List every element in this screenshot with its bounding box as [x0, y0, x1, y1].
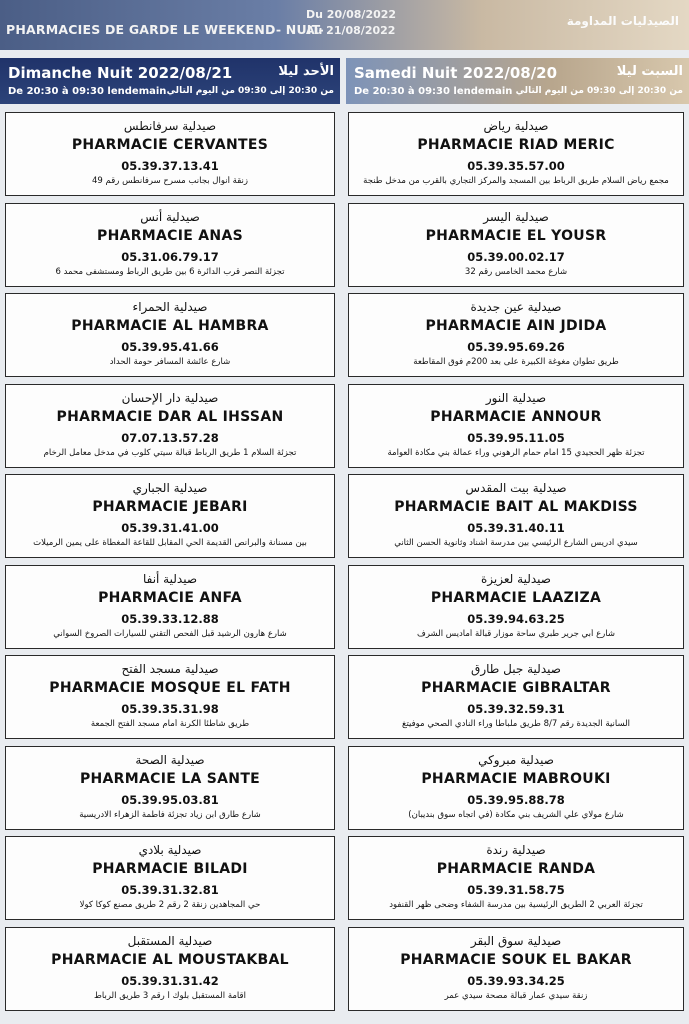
pharmacy-phone: 05.39.00.02.17: [467, 249, 565, 264]
column-header-saturday: [346, 58, 689, 104]
column-hours: De 20:30 à 09:30 lendemain: [8, 86, 167, 97]
pharmacy-name-arabic: صيدلية دار الإحسان: [121, 390, 219, 405]
pharmacy-address: حي المجاهدين زنقة 2 رقم 2 طريق مصنع كوكا كولا: [79, 900, 261, 910]
pharmacy-address: اقامة المستقبل بلوك أ رقم 3 طريق الرباط: [94, 990, 246, 1001]
pharmacy-phone: 05.39.95.03.81: [121, 792, 219, 807]
pharmacy-address: سيدي ادريس الشارع الرئيسي بين مدرسة أشناد وثانوية الحسن الثاني: [394, 538, 638, 548]
pharmacy-name: PHARMACIE MOSQUE EL FATH: [49, 680, 291, 696]
pharmacy-name-arabic: صيدلية الحمراء: [132, 300, 208, 314]
pharmacy-address: شارع مولاي علي الشريف بني مكادة (في اتجاه سوق بنديبان): [408, 809, 624, 820]
pharmacy-name: PHARMACIE RIAD MERIC: [417, 137, 615, 153]
pharmacy-name-arabic: صيدلية النور: [485, 390, 547, 405]
pharmacy-address: تجزئة النصر قرب الدائرة 6 بين طريق الرباط ومستشفى محمد 6: [55, 266, 285, 277]
pharmacy-name-arabic: صيدلية بيت المقدس: [465, 481, 567, 495]
pharmacy-name: PHARMACIE BAIT AL MAKDISS: [394, 499, 638, 515]
pharmacy-phone: 05.39.31.58.75: [467, 883, 565, 897]
pharmacy-name: PHARMACIE MABROUKI: [421, 770, 611, 787]
pharmacy-phone: 05.39.31.41.00: [121, 521, 219, 535]
pharmacy-name: PHARMACIE EL YOUSR: [425, 227, 607, 244]
pharmacy-address: تجزئة السلام 1 طريق الرباط قبالة سيتي كلوب في مدخل معامل الرخام: [43, 447, 297, 458]
pharmacy-name: PHARMACIE LAAZIZA: [430, 589, 602, 606]
column-hours-arabic: من 20:30 إلى 09:30 من اليوم التالي: [515, 86, 683, 96]
pharmacy-address: شارع طارق ابن زياد تجزئة فاطمة الزهراء الادريسية: [79, 809, 261, 820]
page-header: [0, 0, 689, 50]
pharmacy-card: [5, 746, 335, 830]
pharmacy-name-arabic: صيدلية مسجد الفتح: [121, 662, 219, 676]
pharmacy-phone: 07.07.13.57.28: [121, 430, 219, 445]
pharmacy-card: [5, 384, 335, 468]
pharmacy-name-arabic: صيدلية اليسر: [483, 209, 549, 224]
pharmacy-phone: 05.39.32.59.31: [467, 702, 565, 716]
pharmacy-phone: 05.39.35.57.00: [467, 159, 565, 173]
pharmacy-name: PHARMACIE BILADI: [92, 861, 248, 877]
pharmacy-name: PHARMACIE AIN JDIDA: [425, 318, 607, 334]
header-date-from: Du 20/08/2022: [306, 8, 397, 21]
pharmacy-address: طريق تطوان مغوغة الكبيرة على بعد 200م فوق المقاطعة: [413, 357, 619, 367]
pharmacy-phone: 05.31.06.79.17: [121, 249, 219, 264]
pharmacy-address: بين مسنانة والبرانص القديمة الحي المقابل للقاعة المغطاة على يمين الرميلات: [33, 538, 307, 548]
pharmacy-address: السانية الجديدة رقم 8/7 طريق ملباطا وراء النادي الصحي موفيتغ: [401, 719, 631, 729]
pharmacy-name: PHARMACIE DAR AL IHSSAN: [56, 408, 284, 425]
pharmacy-address: زنقة أنوال بجانب مسرح سرفانطس رقم 49: [92, 176, 248, 186]
pharmacy-name-arabic: صيدلية الصحة: [135, 752, 205, 767]
pharmacy-name-arabic: صيدلية أنفا: [142, 571, 198, 586]
pharmacy-phone: 05.39.95.11.05: [467, 430, 565, 445]
column-title-arabic: السبت ليلا: [616, 64, 683, 79]
pharmacy-name-arabic: صيدلية الجباري: [132, 481, 208, 495]
pharmacy-card: [348, 474, 684, 558]
column-title: Dimanche Nuit 2022/08/21: [8, 64, 233, 82]
pharmacy-card: [5, 836, 335, 920]
pharmacy-name-arabic: صيدلية بلادي: [138, 843, 202, 857]
pharmacy-phone: 05.39.95.41.66: [121, 340, 219, 354]
pharmacy-phone: 05.39.94.63.25: [467, 611, 565, 626]
pharmacy-card: [5, 112, 335, 196]
pharmacy-card: [348, 203, 684, 287]
pharmacy-address: شارع أبي جرير طبري ساحة موزار قبالة أماديس الشرف: [417, 628, 615, 639]
pharmacy-address: زنقة سيدي عمار قبالة مصحة سيدي عمر: [444, 990, 588, 1001]
pharmacy-address: تجزئة العربي 2 الطريق الرئيسية بين مدرسة الشفاء وضحى ظهر القنفود: [389, 900, 643, 910]
header-date-to: Au 21/08/2022: [306, 24, 396, 37]
pharmacy-phone: 05.39.33.12.88: [121, 611, 219, 626]
pharmacy-card: [5, 203, 335, 287]
pharmacy-name: PHARMACIE LA SANTE: [79, 770, 261, 787]
pharmacy-name: PHARMACIE CERVANTES: [71, 137, 269, 153]
pharmacy-address: طريق شاطئا الكرنة أمام مسجد الفتح الجمعة: [90, 719, 250, 729]
pharmacy-name: PHARMACIE RANDA: [436, 861, 596, 877]
pharmacy-name-arabic: صيدلية عين جديدة: [470, 300, 562, 314]
column-hours-arabic: من 20:30 إلى 09:30 من اليوم التالي: [166, 86, 334, 96]
pharmacy-name: PHARMACIE JEBARI: [92, 499, 248, 515]
column-hours: De 20:30 à 09:30 lendemain: [354, 86, 513, 97]
column-header-sunday: [0, 58, 340, 104]
header-title: PHARMACIES DE GARDE LE WEEKEND- NUIT-: [6, 22, 324, 37]
pharmacy-card: [348, 655, 684, 739]
pharmacy-card: [348, 565, 684, 649]
pharmacy-address: شارع عائشة المسافر حومة الحداد: [109, 357, 231, 367]
pharmacy-name: PHARMACIE ANNOUR: [430, 408, 602, 425]
pharmacy-phone: 05.39.31.32.81: [121, 883, 219, 897]
pharmacy-name: PHARMACIE GIBRALTAR: [421, 680, 611, 696]
pharmacy-address: مجمع رياض السلام طريق الرباط بين المسجد والمركز التجاري بالقرب من مدخل طنجة: [363, 176, 669, 186]
pharmacy-card: [348, 384, 684, 468]
pharmacy-name-arabic: صيدلية مبروكي: [478, 752, 554, 767]
pharmacy-phone: 05.39.35.31.98: [121, 702, 219, 716]
header-title-arabic: الصيدليات المداومة: [566, 14, 679, 28]
pharmacy-card: [5, 293, 335, 377]
pharmacy-card: [5, 565, 335, 649]
pharmacy-phone: 05.39.37.13.41: [121, 159, 219, 173]
pharmacy-card: [5, 474, 335, 558]
pharmacy-name-arabic: صيدلية المستقبل: [127, 933, 213, 948]
pharmacy-phone: 05.39.31.31.42: [121, 973, 219, 988]
pharmacy-address: شارع هارون الرشيد قبل الفحص التقني للسيارات الصروخ السواني: [53, 628, 287, 639]
pharmacy-name-arabic: صيدلية سوق البقر: [470, 933, 562, 948]
pharmacy-card: [348, 836, 684, 920]
column-title-arabic: الأحد ليلا: [278, 64, 334, 79]
pharmacy-card: [348, 112, 684, 196]
pharmacy-card: [5, 927, 335, 1011]
pharmacy-address: تجزئة ظهر الحجيدي 15 امام حمام الرهوني وراء عمالة بني مكادة العوامة: [387, 447, 645, 458]
pharmacy-name: PHARMACIE AL HAMBRA: [71, 318, 269, 334]
pharmacy-card: [348, 293, 684, 377]
column-title: Samedi Nuit 2022/08/20: [354, 64, 558, 82]
pharmacy-name-arabic: صيدلية جبل طارق: [471, 662, 561, 676]
pharmacy-phone: 05.39.95.69.26: [467, 340, 565, 354]
pharmacy-name-arabic: صيدلية سرفانطس: [123, 119, 217, 133]
pharmacy-name-arabic: صيدلية رندة: [486, 843, 546, 857]
pharmacy-card: [348, 927, 684, 1011]
pharmacy-card: [5, 655, 335, 739]
pharmacy-name-arabic: صيدلية لعزيزة: [481, 571, 551, 586]
pharmacy-phone: 05.39.93.34.25: [467, 973, 565, 988]
pharmacy-name-arabic: صيدلية أنس: [140, 209, 200, 224]
pharmacy-name: PHARMACIE ANFA: [98, 589, 242, 606]
pharmacy-phone: 05.39.31.40.11: [467, 521, 565, 535]
pharmacy-phone: 05.39.95.88.78: [467, 792, 565, 807]
pharmacy-card: [348, 746, 684, 830]
pharmacy-name: PHARMACIE SOUK EL BAKAR: [400, 951, 632, 968]
pharmacy-name: PHARMACIE ANAS: [97, 227, 243, 244]
pharmacy-name-arabic: صيدلية رياض: [483, 119, 549, 133]
pharmacy-name: PHARMACIE AL MOUSTAKBAL: [51, 951, 289, 968]
pharmacy-address: شارع محمد الخامس رقم 32: [464, 266, 568, 277]
